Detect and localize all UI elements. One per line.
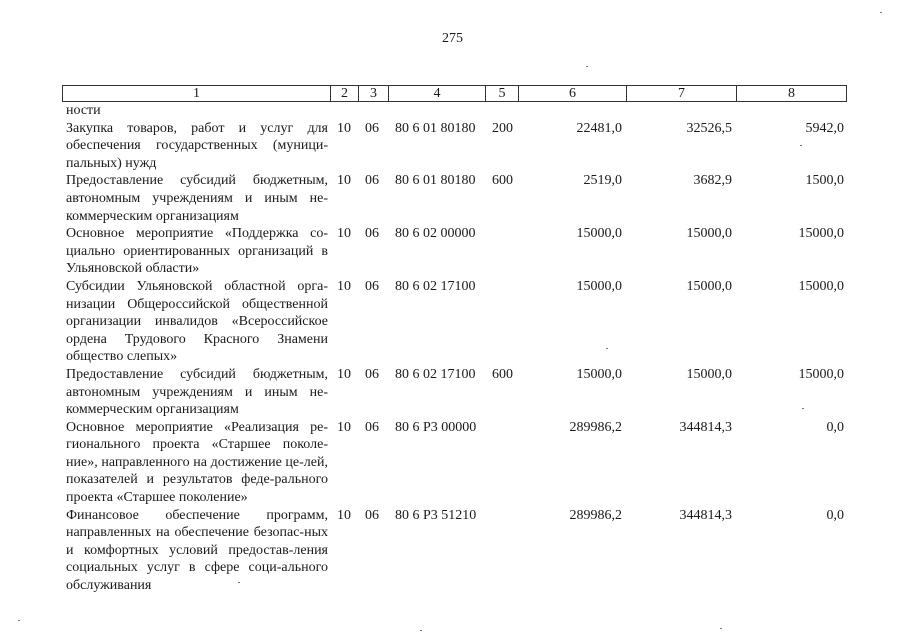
row-amount-1: 15000,0 [576, 226, 622, 242]
row-amount-2: 15000,0 [686, 366, 732, 382]
row-subsection: 06 [365, 226, 379, 242]
row-amount-2: 344814,3 [679, 419, 732, 435]
row-amount-1: 289986,2 [569, 507, 622, 523]
table-row [62, 366, 846, 419]
header-col-1: 1 [63, 86, 331, 102]
row-amount-2: 3682,9 [693, 173, 732, 189]
row-expense-type [485, 278, 518, 366]
header-col-5: 5 [486, 86, 519, 102]
row-description: Предоставление субсидий бюджетным, автономным учреждениям и иным не-коммерческим организациям [66, 366, 328, 418]
row-section: 10 [337, 366, 351, 382]
table-row [62, 419, 846, 507]
row-amount-2: 15000,0 [686, 226, 732, 242]
row-description: Закупка товаров, работ и услуг для обеспечения государственных (муници-пальных) нужд [66, 120, 328, 171]
row-target-article: 80 6 01 80180 [395, 173, 476, 189]
table-row [62, 120, 846, 173]
row-target-article: 80 6 02 17100 [395, 278, 476, 294]
row-target-article: 80 6 01 80180 [395, 120, 476, 136]
table-row [62, 225, 846, 278]
page-number: 275 [442, 31, 463, 46]
row-section: 10 [337, 120, 351, 136]
row-section: 10 [337, 226, 351, 242]
row-subsection: 06 [365, 278, 379, 294]
scan-speck [606, 348, 608, 349]
row-amount-2: 15000,0 [686, 278, 732, 294]
row-section: 10 [337, 173, 351, 189]
row-amount-1: 289986,2 [569, 419, 622, 435]
row-target-article: 80 6 P3 51210 [395, 507, 477, 523]
row-section: 10 [337, 507, 351, 523]
row-amount-3: 5942,0 [805, 120, 844, 136]
row-amount-1: 15000,0 [576, 366, 622, 382]
row-subsection: 06 [365, 366, 379, 382]
scan-speck [800, 145, 802, 146]
table-row [62, 278, 846, 366]
row-subsection: 06 [365, 173, 379, 189]
scan-speck [802, 408, 804, 409]
row-amount-3: 15000,0 [798, 366, 844, 382]
scan-speck [720, 628, 722, 629]
row-section: 10 [337, 419, 351, 435]
row-description: Финансовое обеспечение программ, направленных на обеспечение безопас-ных и комфортных условий предостав-ления социальных услуг в сфере соци-ального обслуживания [66, 507, 328, 594]
row-amount-2: 344814,3 [679, 507, 732, 523]
scan-speck [18, 620, 20, 621]
scan-speck [420, 630, 422, 631]
table-row [62, 507, 846, 595]
row-expense-type: 600 [492, 366, 513, 382]
row-expense-type [485, 507, 518, 595]
row-subsection: 06 [365, 419, 379, 435]
header-col-2: 2 [331, 86, 359, 102]
header-col-7: 7 [627, 86, 737, 102]
row-description: Основное мероприятие «Поддержка со-циально ориентированных организаций в Ульяновской области» [66, 226, 328, 277]
row-expense-type [485, 419, 518, 507]
row-amount-3: 0,0 [826, 419, 844, 435]
row-description: Основное мероприятие «Реализация ре-гионального проекта «Старшее поколе-ние», направленного на достижение це-лей, показателей и результатов феде-рального проекта «Старшее поколение» [66, 419, 328, 506]
header-col-6: 6 [519, 86, 627, 102]
row-subsection: 06 [365, 120, 379, 136]
row-section: 10 [337, 278, 351, 294]
row-description: Субсидии Ульяновской областной орга-низации Общероссийской общественной организации инвалидов «Всероссийское ордена Трудового Красного Знамени общество слепых» [66, 278, 328, 365]
header-col-8: 8 [737, 86, 847, 102]
row-target-article: 80 6 P3 00000 [395, 419, 477, 435]
table-header [62, 85, 847, 102]
scan-speck [880, 12, 882, 13]
budget-table [62, 102, 846, 595]
row-amount-1: 15000,0 [576, 278, 622, 294]
row-amount-3: 15000,0 [798, 278, 844, 294]
scan-speck [238, 582, 240, 583]
row-expense-type [485, 225, 518, 278]
row-amount-1: 22481,0 [576, 120, 622, 136]
header-col-3: 3 [359, 86, 389, 102]
header-row [63, 86, 847, 102]
row-description: Предоставление субсидий бюджетным, автономным учреждениям и иным не-коммерческим организациям [66, 173, 328, 224]
row-amount-3: 15000,0 [798, 226, 844, 242]
row-amount-3: 1500,0 [805, 173, 844, 189]
continuation-row [62, 102, 846, 120]
row-expense-type: 600 [492, 173, 513, 189]
row-amount-3: 0,0 [826, 507, 844, 523]
header-col-4: 4 [389, 86, 486, 102]
continuation-text: ности [66, 103, 101, 118]
scan-speck [586, 66, 588, 67]
row-target-article: 80 6 02 00000 [395, 226, 476, 242]
row-expense-type: 200 [492, 120, 513, 136]
row-amount-1: 2519,0 [583, 173, 622, 189]
row-target-article: 80 6 02 17100 [395, 366, 476, 382]
table-row [62, 172, 846, 225]
row-amount-2: 32526,5 [686, 120, 732, 136]
row-subsection: 06 [365, 507, 379, 523]
